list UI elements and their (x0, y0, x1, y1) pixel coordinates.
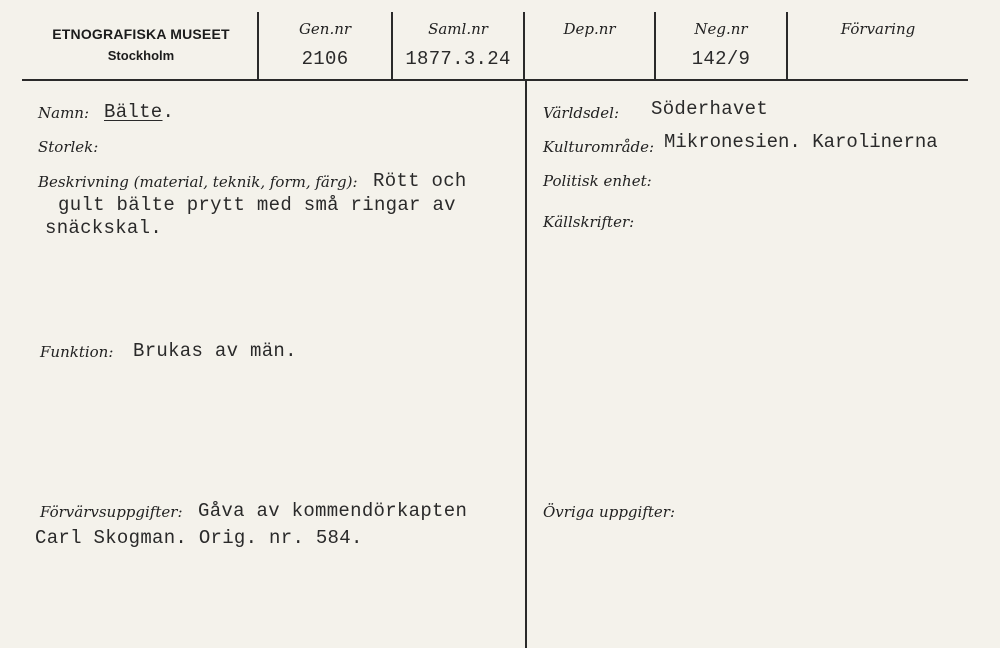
gen-nr-value: 2106 (301, 48, 349, 70)
forvarv-label: Förvärvsuppgifter: (40, 503, 183, 521)
saml-nr-cell (393, 12, 523, 78)
forvarv-line-1: Gåva av kommendörkapten (198, 500, 468, 522)
saml-nr-label: Saml.nr (428, 20, 488, 38)
museum-city: Stockholm (107, 48, 175, 63)
neg-nr-cell (656, 12, 786, 78)
kulturomrade-value: Mikronesien. Karolinerna (664, 131, 938, 153)
forvarv-line-2: Carl Skogman. Orig. nr. 584. (35, 527, 363, 549)
gen-nr-cell (259, 12, 391, 78)
dep-nr-label: Dep.nr (563, 20, 616, 38)
funktion-label: Funktion: (40, 343, 114, 361)
header-rule (22, 79, 968, 81)
beskrivning-label: Beskrivning (material, teknik, form, färg): (38, 173, 358, 191)
beskrivning-line-3: snäckskal. (45, 217, 163, 239)
forvaring-cell (788, 12, 968, 78)
gen-nr-label: Gen.nr (298, 20, 352, 38)
dep-nr-cell (525, 12, 654, 78)
beskrivning-line-2: gult bälte prytt med små ringar av (58, 194, 456, 216)
namn-dot: . (162, 101, 175, 123)
museum-name: ETNOGRAFISKA MUSEET (52, 26, 230, 42)
neg-nr-label: Neg.nr (694, 20, 748, 38)
ovriga-label: Övriga uppgifter: (543, 503, 675, 521)
column-divider (525, 81, 527, 648)
saml-nr-value: 1877.3.24 (405, 48, 511, 70)
namn-value: Bälte (104, 101, 163, 123)
varldsdel-label: Världsdel: (543, 104, 619, 122)
namn-label: Namn: (38, 104, 90, 122)
neg-nr-value: 142/9 (691, 48, 751, 70)
politisk-enhet-label: Politisk enhet: (543, 172, 652, 190)
kulturomrade-label: Kulturområde: (543, 138, 655, 156)
museum-header (24, 12, 258, 78)
beskrivning-line-1: Rött och (373, 170, 467, 192)
varldsdel-value: Söderhavet (651, 98, 769, 120)
funktion-value: Brukas av män. (133, 340, 297, 362)
namn-value-group (104, 101, 174, 123)
forvaring-label: Förvaring (840, 20, 916, 38)
kallskrifter-label: Källskrifter: (543, 213, 635, 231)
storlek-label: Storlek: (38, 138, 99, 156)
